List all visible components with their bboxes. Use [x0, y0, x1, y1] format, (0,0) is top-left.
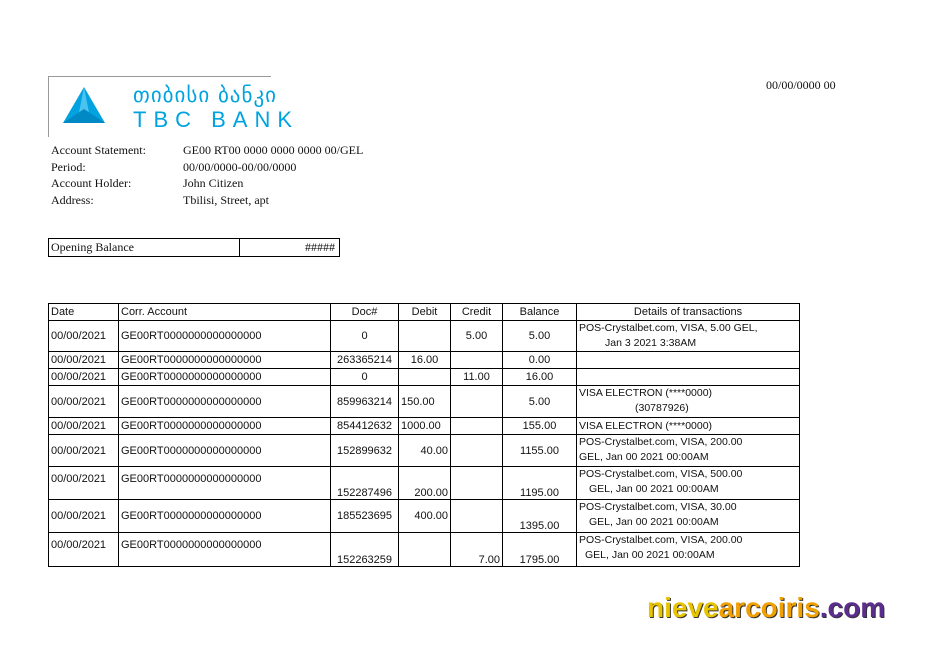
- holder-value: John Citizen: [183, 176, 244, 190]
- cell-date: 00/00/2021: [49, 369, 119, 386]
- cell-details: [577, 369, 800, 386]
- table-row: [49, 369, 800, 386]
- cell-doc: 152287496: [331, 467, 399, 500]
- cell-account: GE00RT0000000000000000: [119, 369, 331, 386]
- cell-account: GE00RT0000000000000000: [119, 321, 331, 352]
- cell-details: [577, 533, 800, 567]
- account-info: [51, 142, 363, 208]
- cell-debit: [399, 369, 451, 386]
- cell-account: GE00RT0000000000000000: [119, 418, 331, 435]
- table-row: [49, 467, 800, 500]
- logo-english-text: TBC BANK: [133, 107, 300, 132]
- cell-date: 00/00/2021: [49, 435, 119, 467]
- cell-details: [577, 467, 800, 500]
- details-line-1: POS-Crystalbet.com, VISA, 500.00: [579, 468, 743, 480]
- logo-georgian-text: თიბისი ბანკი: [133, 83, 278, 107]
- cell-debit: 1000.00: [399, 418, 451, 435]
- details-line-2: GEL, Jan 00 2021 00:00AM: [589, 483, 719, 495]
- address-label: Address:: [51, 192, 94, 207]
- header-corr-account: Corr. Account: [119, 304, 331, 321]
- tbc-triangle-icon: [61, 85, 107, 125]
- cell-credit: 5.00: [451, 321, 503, 352]
- cell-balance: 0.00: [503, 352, 577, 369]
- cell-details: [577, 500, 800, 533]
- details-line-2: (30787926): [635, 402, 689, 414]
- cell-credit: [451, 352, 503, 369]
- cell-credit: [451, 418, 503, 435]
- details-line-1: POS-Crystalbet.com, VISA, 200.00: [579, 436, 743, 448]
- table-row: [49, 533, 800, 567]
- cell-balance: 5.00: [503, 386, 577, 418]
- cell-balance: 1155.00: [503, 435, 577, 467]
- account-statement-value: GE00 RT00 0000 0000 0000 00/GEL: [183, 143, 364, 157]
- cell-date: 00/00/2021: [49, 533, 119, 567]
- period-label: Period:: [51, 159, 86, 174]
- cell-balance: 5.00: [503, 321, 577, 352]
- bank-logo: [48, 76, 300, 137]
- cell-credit: [451, 467, 503, 500]
- cell-credit: 7.00: [451, 533, 503, 567]
- cell-account: GE00RT0000000000000000: [119, 533, 331, 567]
- cell-debit: 400.00: [399, 500, 451, 533]
- watermark-logo: [647, 592, 885, 624]
- cell-doc: 152263259: [331, 533, 399, 567]
- cell-balance: 155.00: [503, 418, 577, 435]
- account-statement-label: Account Statement:: [51, 143, 146, 157]
- cell-account: GE00RT0000000000000000: [119, 435, 331, 467]
- cell-debit: 16.00: [399, 352, 451, 369]
- cell-date: 00/00/2021: [49, 467, 119, 500]
- address-value: Tbilisi, Street, apt: [183, 192, 269, 207]
- cell-date: 00/00/2021: [49, 418, 119, 435]
- table-row: [49, 386, 800, 418]
- cell-balance: 1395.00: [503, 500, 577, 533]
- watermark-part-com: .com: [819, 592, 886, 623]
- table-row: [49, 352, 800, 369]
- details-line-1: VISA ELECTRON (****0000): [579, 387, 713, 399]
- table-row: [49, 500, 800, 533]
- cell-doc: 0: [331, 321, 399, 352]
- watermark-part-arcoiris: arcoiris: [718, 592, 820, 623]
- holder-label: Account Holder:: [51, 176, 132, 190]
- cell-debit: [399, 533, 451, 567]
- cell-balance: 1795.00: [503, 533, 577, 567]
- cell-date: 00/00/2021: [49, 386, 119, 418]
- table-row: [49, 435, 800, 467]
- details-line-1: POS-Crystalbet.com, VISA, 200.00: [579, 534, 743, 546]
- period-row: [51, 159, 363, 176]
- account-statement-row: [51, 142, 363, 159]
- cell-debit: 40.00: [399, 435, 451, 467]
- cell-details: VISA ELECTRON (****0000): [577, 418, 800, 435]
- cell-debit: 150.00: [399, 386, 451, 418]
- cell-credit: [451, 435, 503, 467]
- cell-balance: 16.00: [503, 369, 577, 386]
- details-line-2: Jan 3 2021 3:38AM: [605, 337, 697, 349]
- table-row: [49, 418, 800, 435]
- header-doc: Doc#: [331, 304, 399, 321]
- details-line-2: GEL, Jan 00 2021 00:00AM: [585, 549, 715, 561]
- cell-credit: [451, 386, 503, 418]
- details-line-1: POS-Crystalbet.com, VISA, 5.00 GEL,: [579, 322, 758, 334]
- cell-doc: 0: [331, 369, 399, 386]
- statement-date: 00/00/0000 00: [766, 78, 836, 92]
- cell-debit: [399, 321, 451, 352]
- cell-details: [577, 321, 800, 352]
- header-date: Date: [49, 304, 119, 321]
- address-row: [51, 192, 363, 209]
- cell-doc: 185523695: [331, 500, 399, 533]
- details-line-2: GEL, Jan 00 2021 00:00AM: [579, 451, 709, 463]
- holder-row: [51, 175, 363, 192]
- cell-date: 00/00/2021: [49, 352, 119, 369]
- details-line-1: POS-Crystalbet.com, VISA, 30.00: [579, 501, 737, 513]
- period-value: 00/00/0000-00/00/0000: [183, 159, 297, 174]
- cell-debit: 200.00: [399, 467, 451, 500]
- cell-doc: 859963214: [331, 386, 399, 418]
- cell-doc: 263365214: [331, 352, 399, 369]
- header-credit: Credit: [451, 304, 503, 321]
- cell-date: 00/00/2021: [49, 321, 119, 352]
- opening-balance-label: Opening Balance: [49, 239, 240, 256]
- cell-doc: 854412632: [331, 418, 399, 435]
- watermark-part-nieve: nieve: [647, 592, 719, 623]
- table-header-row: [49, 304, 800, 321]
- header-balance: Balance: [503, 304, 577, 321]
- cell-credit: 11.00: [451, 369, 503, 386]
- cell-doc: 152899632: [331, 435, 399, 467]
- transactions-table: [48, 303, 800, 567]
- cell-account: GE00RT0000000000000000: [119, 500, 331, 533]
- cell-balance: 1195.00: [503, 467, 577, 500]
- opening-balance-value: #####: [305, 240, 335, 254]
- cell-account: GE00RT0000000000000000: [119, 352, 331, 369]
- header-debit: Debit: [399, 304, 451, 321]
- cell-details: [577, 435, 800, 467]
- cell-details: [577, 352, 800, 369]
- cell-details: [577, 386, 800, 418]
- header-details: Details of transactions: [577, 304, 800, 321]
- cell-account: GE00RT0000000000000000: [119, 386, 331, 418]
- cell-account: GE00RT0000000000000000: [119, 467, 331, 500]
- table-row: [49, 321, 800, 352]
- cell-date: 00/00/2021: [49, 500, 119, 533]
- cell-credit: [451, 500, 503, 533]
- details-line-2: GEL, Jan 00 2021 00:00AM: [589, 516, 719, 528]
- opening-balance-box: [48, 238, 340, 257]
